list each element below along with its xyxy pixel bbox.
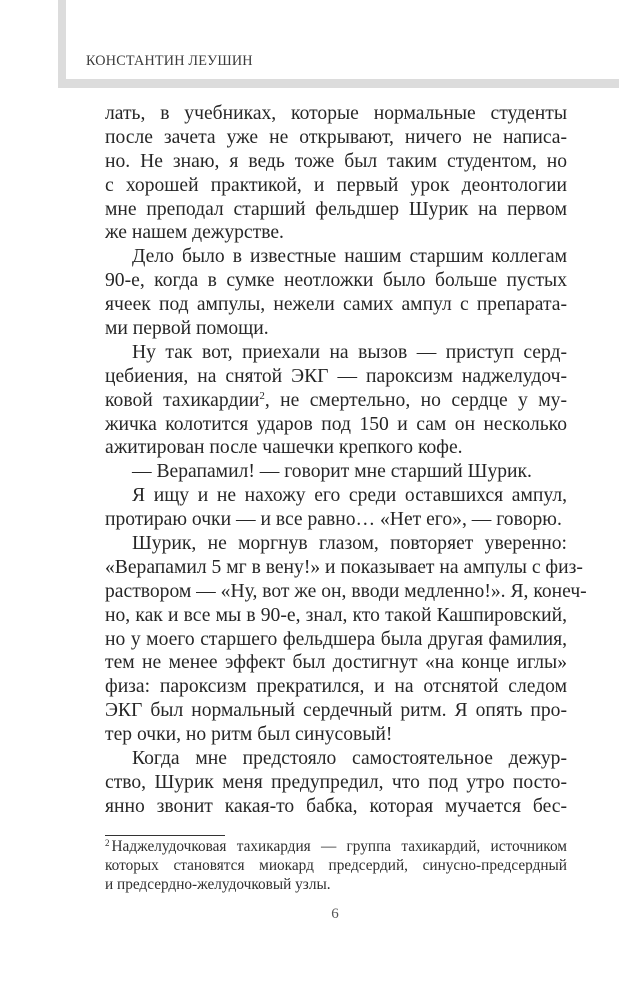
text-line: «Верапамил 5 мг в вену!» и показывает на ампулы с физ-	[105, 556, 583, 578]
footnote-reference[interactable]: 2	[259, 389, 265, 402]
dialogue-line: — Верапамил! — говорит мне старший Шурик.	[132, 461, 532, 483]
text-line: мне преподал старший фельдшер Шурик на первом	[105, 198, 567, 220]
footnote-line: которых становятся миокард предсердий, синусно-предсердный	[105, 857, 567, 874]
footnote-text: Наджелудочковая тахикардия — группа тахикардий, источником	[111, 838, 567, 855]
footnote	[105, 837, 567, 894]
text-line: 90-е, когда в сумке неотложки было больше пустых	[105, 270, 567, 292]
text-line: раствором — «Ну, вот же он, вводи медленно!». Я, конеч-	[105, 580, 587, 602]
text-fragment: ковой тахикардии	[105, 389, 260, 411]
text-line: протираю очки — и все равно… «Нет его», — говорю.	[105, 509, 562, 531]
paragraph-first-line: Я ищу и не нахожу его среди оставшихся ампул,	[132, 485, 567, 507]
text-line: ажитирован после чашечки крепкого кофе.	[105, 437, 463, 459]
running-head-panel	[66, 0, 619, 79]
running-head-frame	[58, 0, 619, 88]
text-line: тер очки, но ритм был синусовый!	[105, 724, 393, 746]
footnote-marker: 2	[105, 838, 110, 848]
footnote-line	[105, 837, 567, 856]
text-fragment: , не смертельно, но сердце у му-	[264, 389, 567, 411]
paragraph-first-line: Дело было в известные нашим старшим коллегам	[132, 246, 567, 268]
text-line: же нашем дежурстве.	[105, 222, 284, 244]
text-line: с хорошей практикой, и первый урок деонтологии	[105, 174, 567, 196]
running-head-author: КОНСТАНТИН ЛЕУШИН	[86, 53, 253, 69]
paragraph-first-line: Когда мне предстояло самостоятельное дежур-	[132, 748, 567, 770]
footnote-line: и предсердно-желудочковый узлы.	[105, 876, 331, 893]
text-line: тем не менее эффект был достигнут «на конце иглы»	[105, 652, 567, 674]
text-line: но, как и все мы в 90-е, знал, кто такой Кашпировский,	[105, 604, 567, 626]
text-line: ячеек под ампулы, нежели самих ампул с препарата-	[105, 294, 567, 316]
paragraph-first-line: Шурик, не моргнув глазом, повторяет уверенно:	[132, 533, 567, 555]
footnote-separator	[105, 835, 225, 836]
text-line: лать, в учебниках, которые нормальные студенты	[105, 103, 567, 124]
body-text	[105, 102, 587, 819]
text-line: но у моего старшего фельдшера была другая фамилия,	[105, 628, 567, 650]
text-line: ЭКГ был нормальный сердечный ритм. Я опять про-	[105, 700, 567, 722]
text-line: но. Не знаю, я ведь тоже был таким студентом, но	[105, 150, 567, 172]
text-line: ство, Шурик меня предупредил, что под утро посто-	[105, 771, 567, 793]
text-line: ми первой помощи.	[105, 318, 269, 340]
paragraph-first-line: Ну так вот, приехали на вызов — приступ серд-	[132, 341, 567, 363]
text-line: после зачета уже не открывают, ничего не написа-	[105, 126, 567, 148]
text-line-with-footnote-ref	[105, 389, 567, 413]
text-line: физа: пароксизм прекратился, и на отснятой следом	[105, 676, 567, 698]
page-number: 6	[331, 906, 339, 922]
text-line: янно звонит какая-то бабка, которая мучается бес-	[105, 795, 567, 817]
text-line: жичка колотится ударов под 150 и сам он несколько	[105, 413, 567, 435]
text-line: цебиения, на снятой ЭКГ — пароксизм наджелудоч-	[105, 365, 567, 387]
